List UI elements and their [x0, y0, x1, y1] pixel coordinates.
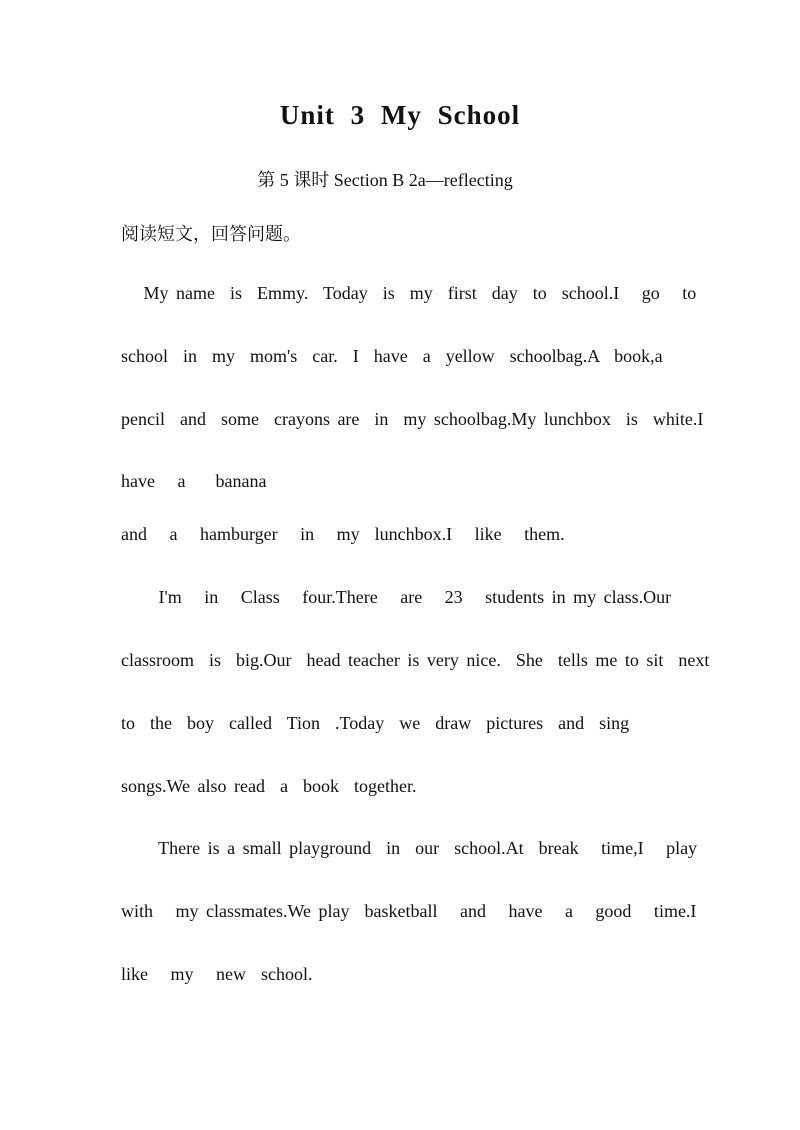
- passage-line: There is a small playground in our school.At break time,I play: [121, 838, 698, 858]
- passage-line: songs.We also read a book together.: [121, 776, 417, 796]
- passage-line: My name is Emmy. Today is my first day to school.I go to: [121, 283, 697, 303]
- passage-line: to the boy called Tion .Today we draw pictures and sing: [121, 713, 630, 733]
- document-title: Unit 3 My School: [279, 100, 521, 130]
- passage-line: have a banana: [121, 471, 267, 491]
- passage-line: I'm in Class four.There are 23 students in my class.Our: [121, 587, 672, 607]
- passage-line: classroom is big.Our head teacher is very nice. She tells me to sit next: [121, 650, 710, 670]
- passage-line: like my new school.: [121, 964, 313, 984]
- passage-line: school in my mom's car. I have a yellow schoolbag.A book,a: [121, 346, 663, 366]
- passage-line: and a hamburger in my lunchbox.I like them.: [121, 524, 565, 544]
- passage-line: pencil and some crayons are in my schoolbag.My lunchbox is white.I: [121, 409, 704, 429]
- document-subtitle: 第 5 课时 Section B 2a—reflecting: [257, 170, 513, 190]
- passage-line: with my classmates.We play basketball and have a good time.I: [121, 901, 697, 921]
- instruction-text: 阅读短文，回答问题。: [121, 224, 301, 244]
